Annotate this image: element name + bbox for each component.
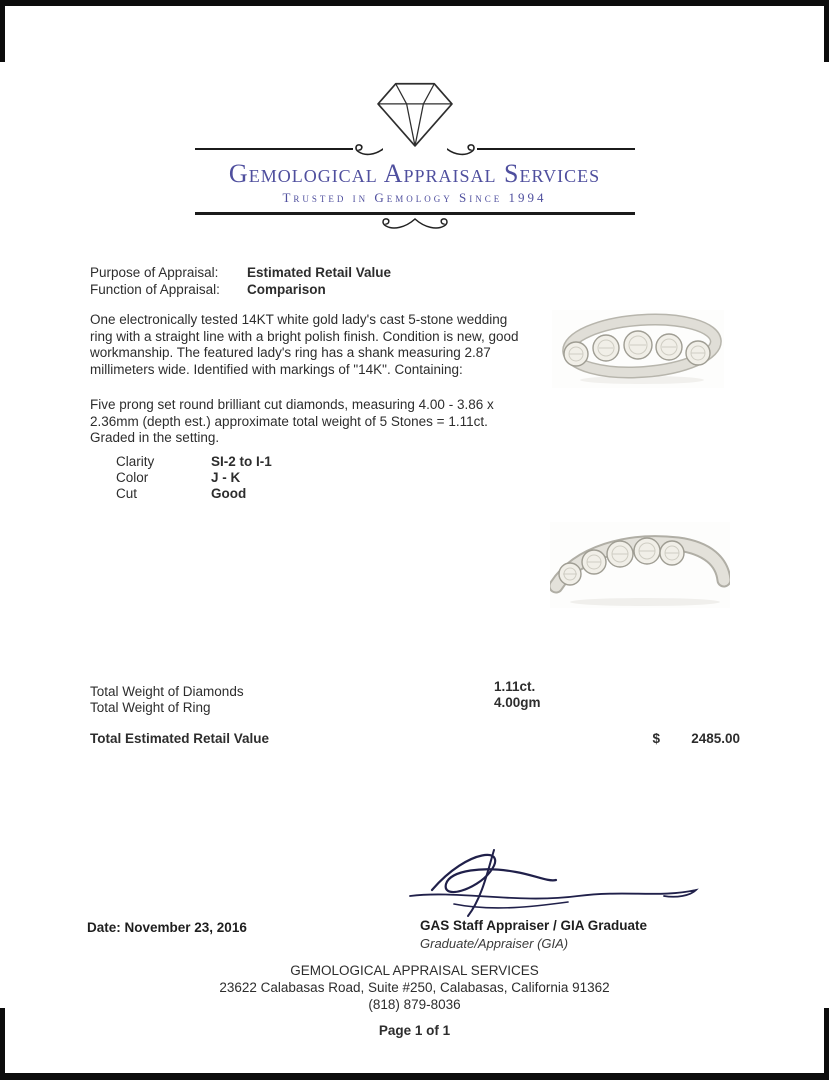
rule-line (195, 148, 353, 150)
purpose-row (90, 264, 391, 281)
grading-row-cut (116, 486, 272, 502)
retail-value-amount: 2485.00 (691, 731, 740, 746)
function-value: Comparison (247, 282, 326, 297)
rule-line (477, 148, 635, 150)
total-weight-diamonds-label: Total Weight of Diamonds (90, 684, 244, 699)
total-weight-ring-label: Total Weight of Ring (90, 700, 211, 715)
five-stone-ring-side-image (550, 522, 730, 608)
color-value: J - K (211, 469, 241, 485)
grading-table (116, 454, 272, 501)
total-weight-ring-value: 4.00gm (494, 695, 541, 710)
total-weight-ring-row (90, 695, 740, 716)
footer (0, 962, 829, 1039)
purpose-value: Estimated Retail Value (247, 265, 392, 280)
cut-value: Good (211, 485, 247, 501)
scan-edge-artifact (0, 0, 5, 62)
retail-value-label: Total Estimated Retail Value (90, 731, 270, 746)
total-weight-diamonds-row (90, 679, 740, 700)
color-label: Color (116, 469, 149, 485)
appraiser-credential: Graduate/Appraiser (GIA) (420, 936, 569, 951)
brand-name: Gemological Appraisal Services (228, 159, 601, 188)
currency-symbol: $ (652, 731, 660, 746)
letterhead (195, 78, 635, 234)
appraiser-block (420, 918, 647, 951)
page-number: Page 1 of 1 (378, 1023, 451, 1038)
clarity-label: Clarity (116, 454, 155, 469)
appraiser-signature (398, 846, 710, 920)
ring-photo-top-view (552, 310, 724, 388)
footer-address: 23622 Calabasas Road, Suite #250, Calabasas, California 91362 (219, 980, 610, 995)
appraisal-date: Date: November 23, 2016 (87, 920, 247, 935)
grading-row-color (116, 470, 272, 486)
flourish-ornament-icon (379, 216, 451, 234)
cut-label: Cut (116, 485, 138, 501)
scan-edge-artifact (0, 0, 829, 6)
brand-tagline: Trusted in Gemology Since 1994 (282, 190, 547, 206)
item-description: One electronically tested 14KT white gold lady's cast 5-stone wedding ring with a straight line with a bright polish finish. Condition is new, good workmanship. The featured lady's ring has a shank measuring 2.87 millimeters wide. Identified with markings of "14K". Containing: (90, 312, 519, 377)
totals-section (90, 679, 740, 716)
five-stone-ring-image (552, 310, 724, 388)
footer-phone: (818) 879-8036 (368, 997, 461, 1012)
grading-row-clarity (116, 454, 272, 470)
ring-photo-side-view (550, 522, 730, 608)
diamond-logo-icon (373, 78, 457, 150)
purpose-label: Purpose of Appraisal: (90, 265, 219, 280)
retail-value-row (90, 731, 740, 746)
appraiser-title: GAS Staff Appraiser / GIA Graduate (420, 918, 648, 933)
appraisal-meta (90, 264, 391, 298)
diamond-description: Five prong set round brilliant cut diamonds, measuring 4.00 - 3.86 x 2.36mm (depth est.) approximate total weight of 5 Stones = 1.11ct. Graded in the setting. (90, 397, 494, 445)
function-row (90, 281, 391, 298)
footer-company: GEMOLOGICAL APPRAISAL SERVICES (290, 963, 539, 978)
scan-edge-artifact (0, 1073, 829, 1080)
clarity-value: SI-2 to I-1 (211, 454, 272, 469)
function-label: Function of Appraisal: (90, 282, 220, 297)
letterhead-rule-bottom (195, 212, 635, 215)
scan-edge-artifact (824, 0, 829, 62)
total-weight-diamonds-value: 1.11ct. (494, 679, 536, 694)
